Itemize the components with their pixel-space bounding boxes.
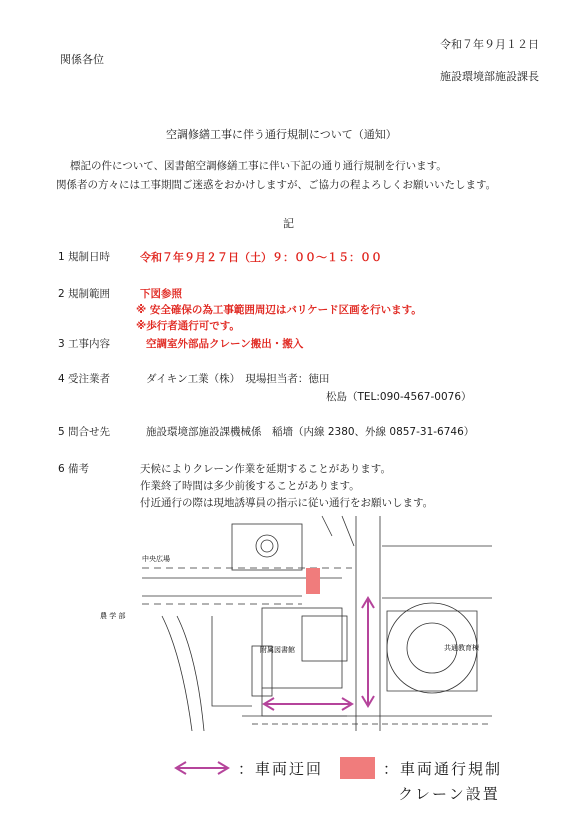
restricted-zone — [306, 568, 320, 594]
sender: 施設環境部施設課長 — [440, 70, 539, 83]
legend-detour-arrow-icon — [172, 760, 232, 776]
road-diag — [342, 516, 354, 546]
item-4-value: ダイキン工業（株） 現場担当者：徳田 — [146, 373, 330, 385]
library-wing — [302, 616, 347, 661]
item-5-value: 施設環境部施設課機械係 稲墻（内線 2380、外線 0857-31-6746） — [146, 426, 475, 438]
legend-restricted-label: ：車両通行規制 — [383, 760, 503, 778]
item-1-value: 令和７年９月２７日（土）９：００～１５：００ — [140, 251, 382, 264]
left-curve-road — [162, 616, 192, 731]
ki-heading: 記 — [283, 217, 294, 230]
site-map-svg — [100, 516, 492, 731]
legend-detour-label: ：車両迂回 — [238, 760, 324, 778]
item-3-label: 3 工事内容 — [58, 338, 111, 350]
remark-line-1: 天候によりクレーン作業を延期することがあります。 — [140, 463, 391, 475]
remark-line-2: 作業終了時間は多少前後することがあります。 — [140, 480, 360, 492]
left-building — [212, 616, 252, 706]
map-label-agri: 農 学 部 — [100, 612, 126, 620]
item-2-note-1: ※ 安全確保の為工事範囲周辺はバリケード区画を行います。 — [136, 304, 422, 316]
notice-date: 令和７年９月１２日 — [440, 38, 539, 51]
plaza-circle-inner — [261, 540, 273, 552]
detour-arrows — [264, 598, 374, 710]
intro-line-1: 標記の件について、図書館空調修繕工事に伴い下記の通り通行規制を行います。 — [70, 160, 447, 172]
item-6-label: 6 備考 — [58, 463, 90, 475]
item-5-label: 5 問合せ先 — [58, 426, 111, 438]
item-2-label: 2 規制範囲 — [58, 288, 111, 300]
item-3-value: 空調室外部品クレーン搬出・搬入 — [146, 338, 304, 350]
recipients: 関係各位 — [60, 53, 104, 66]
item-4-value-2: 松島（TEL:090-4567-0076） — [326, 391, 472, 403]
item-2-value: 下図参照 — [140, 288, 182, 300]
road-diag-2 — [322, 516, 332, 536]
left-curve-road-2 — [177, 616, 204, 731]
remark-line-3: 付近通行の際は現地誘導員の指示に従い通行をお願いします。 — [140, 497, 434, 509]
plaza-circle-outer — [256, 535, 278, 557]
map-label-library: 附属図書館 — [260, 646, 295, 654]
legend-restricted-swatch — [340, 757, 375, 779]
item-2-note-2: ※歩行者通行可です。 — [136, 320, 240, 332]
legend-crane-label: クレーン設置 — [398, 785, 500, 803]
item-4-label: 4 受注業者 — [58, 373, 111, 385]
item-1-label: 1 規制日時 — [58, 251, 111, 263]
map-label-education: 共通教育棟 — [444, 644, 479, 652]
page-title: 空調修繕工事に伴う通行規制について（通知） — [166, 128, 397, 141]
map-label-plaza: 中央広場 — [142, 555, 170, 563]
plaza-outline — [232, 524, 302, 570]
intro-line-2: 関係者の方々には工事期間ご迷惑をおかけしますが、ご協力の程よろしくお願いいたします。 — [56, 179, 497, 191]
site-map — [100, 516, 492, 731]
library-base — [262, 688, 347, 716]
